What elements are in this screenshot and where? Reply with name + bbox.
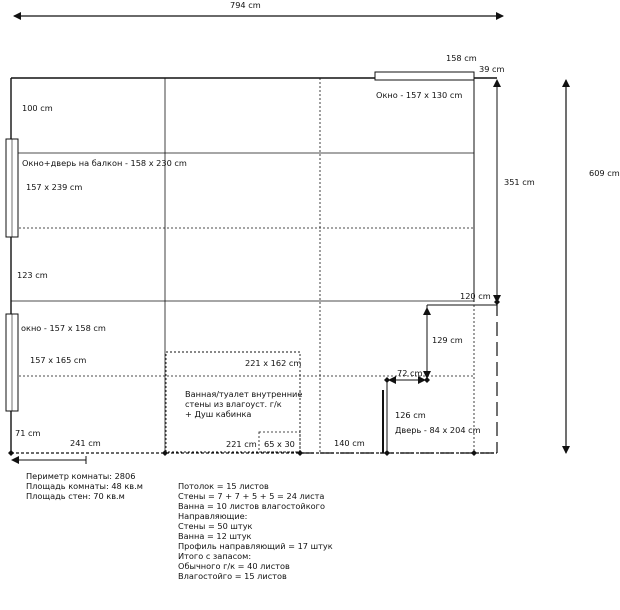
room-perimeter: Периметр комнаты: 2806	[26, 471, 136, 481]
right-step-width-label: 120 cm	[460, 291, 491, 301]
left-bottom-label: 71 cm	[15, 428, 41, 438]
total-height-label: 609 cm	[589, 168, 620, 178]
bathroom-desc-line-3: + Душ кабинка	[185, 409, 252, 419]
materials-line-2: Стены = 7 + 7 + 5 + 5 = 24 листа	[178, 491, 325, 501]
bottom-mid-label: 140 cm	[334, 438, 365, 448]
bathroom-small-label: 65 x 30	[264, 439, 295, 449]
bathroom-bottom-label: 221 cm	[226, 439, 257, 449]
materials-line-4: Направляющие:	[178, 511, 248, 521]
window-door-balcony-size-label: 157 x 239 cm	[26, 182, 83, 192]
window-door-balcony-label: Окно+дверь на балкон - 158 x 230 cm	[22, 158, 187, 168]
materials-line-7: Профиль направляющий = 17 штук	[178, 541, 333, 551]
materials-line-10: Влагостойго = 15 листов	[178, 571, 287, 581]
window-top	[375, 72, 474, 80]
left-middle-label: 123 cm	[17, 270, 48, 280]
right-upper-height-label: 351 cm	[504, 177, 535, 187]
wall-area: Площадь стен: 70 кв.м	[26, 491, 125, 501]
materials-line-6: Ванна = 12 штук	[178, 531, 252, 541]
materials-line-1: Потолок = 15 листов	[178, 481, 269, 491]
bathroom-desc-line-1: Ванная/туалет внутренние	[185, 389, 303, 399]
bathroom-desc-line-2: стены из влагоуст. г/к	[185, 399, 282, 409]
door-height-label: 126 cm	[395, 410, 426, 420]
materials-line-3: Ванна = 10 листов влагостойкого	[178, 501, 325, 511]
bottom-left-label: 241 cm	[70, 438, 101, 448]
materials-line-9: Обычного г/к = 40 листов	[178, 561, 290, 571]
materials-line-8: Итого с запасом:	[178, 551, 252, 561]
materials-line-5: Стены = 50 штук	[178, 521, 253, 531]
window-left-label: окно - 157 x 158 cm	[21, 323, 106, 333]
total-width-label: 794 cm	[230, 0, 261, 10]
room-area: Площадь комнаты: 48 кв.м	[26, 481, 143, 491]
step-horizontal-label: 72 cm	[397, 368, 423, 378]
door-label: Дверь - 84 x 204 cm	[395, 425, 481, 435]
window-top-label: Окно - 157 x 130 cm	[376, 90, 463, 100]
window-left-size-label: 157 x 165 cm	[30, 355, 87, 365]
step-vertical-label: 129 cm	[432, 335, 463, 345]
top-right-width-label: 158 cm	[446, 53, 477, 63]
left-top-label: 100 cm	[22, 103, 53, 113]
bathroom-size-label: 221 x 162 cm	[245, 358, 302, 368]
top-right-small-label: 39 cm	[479, 64, 505, 74]
